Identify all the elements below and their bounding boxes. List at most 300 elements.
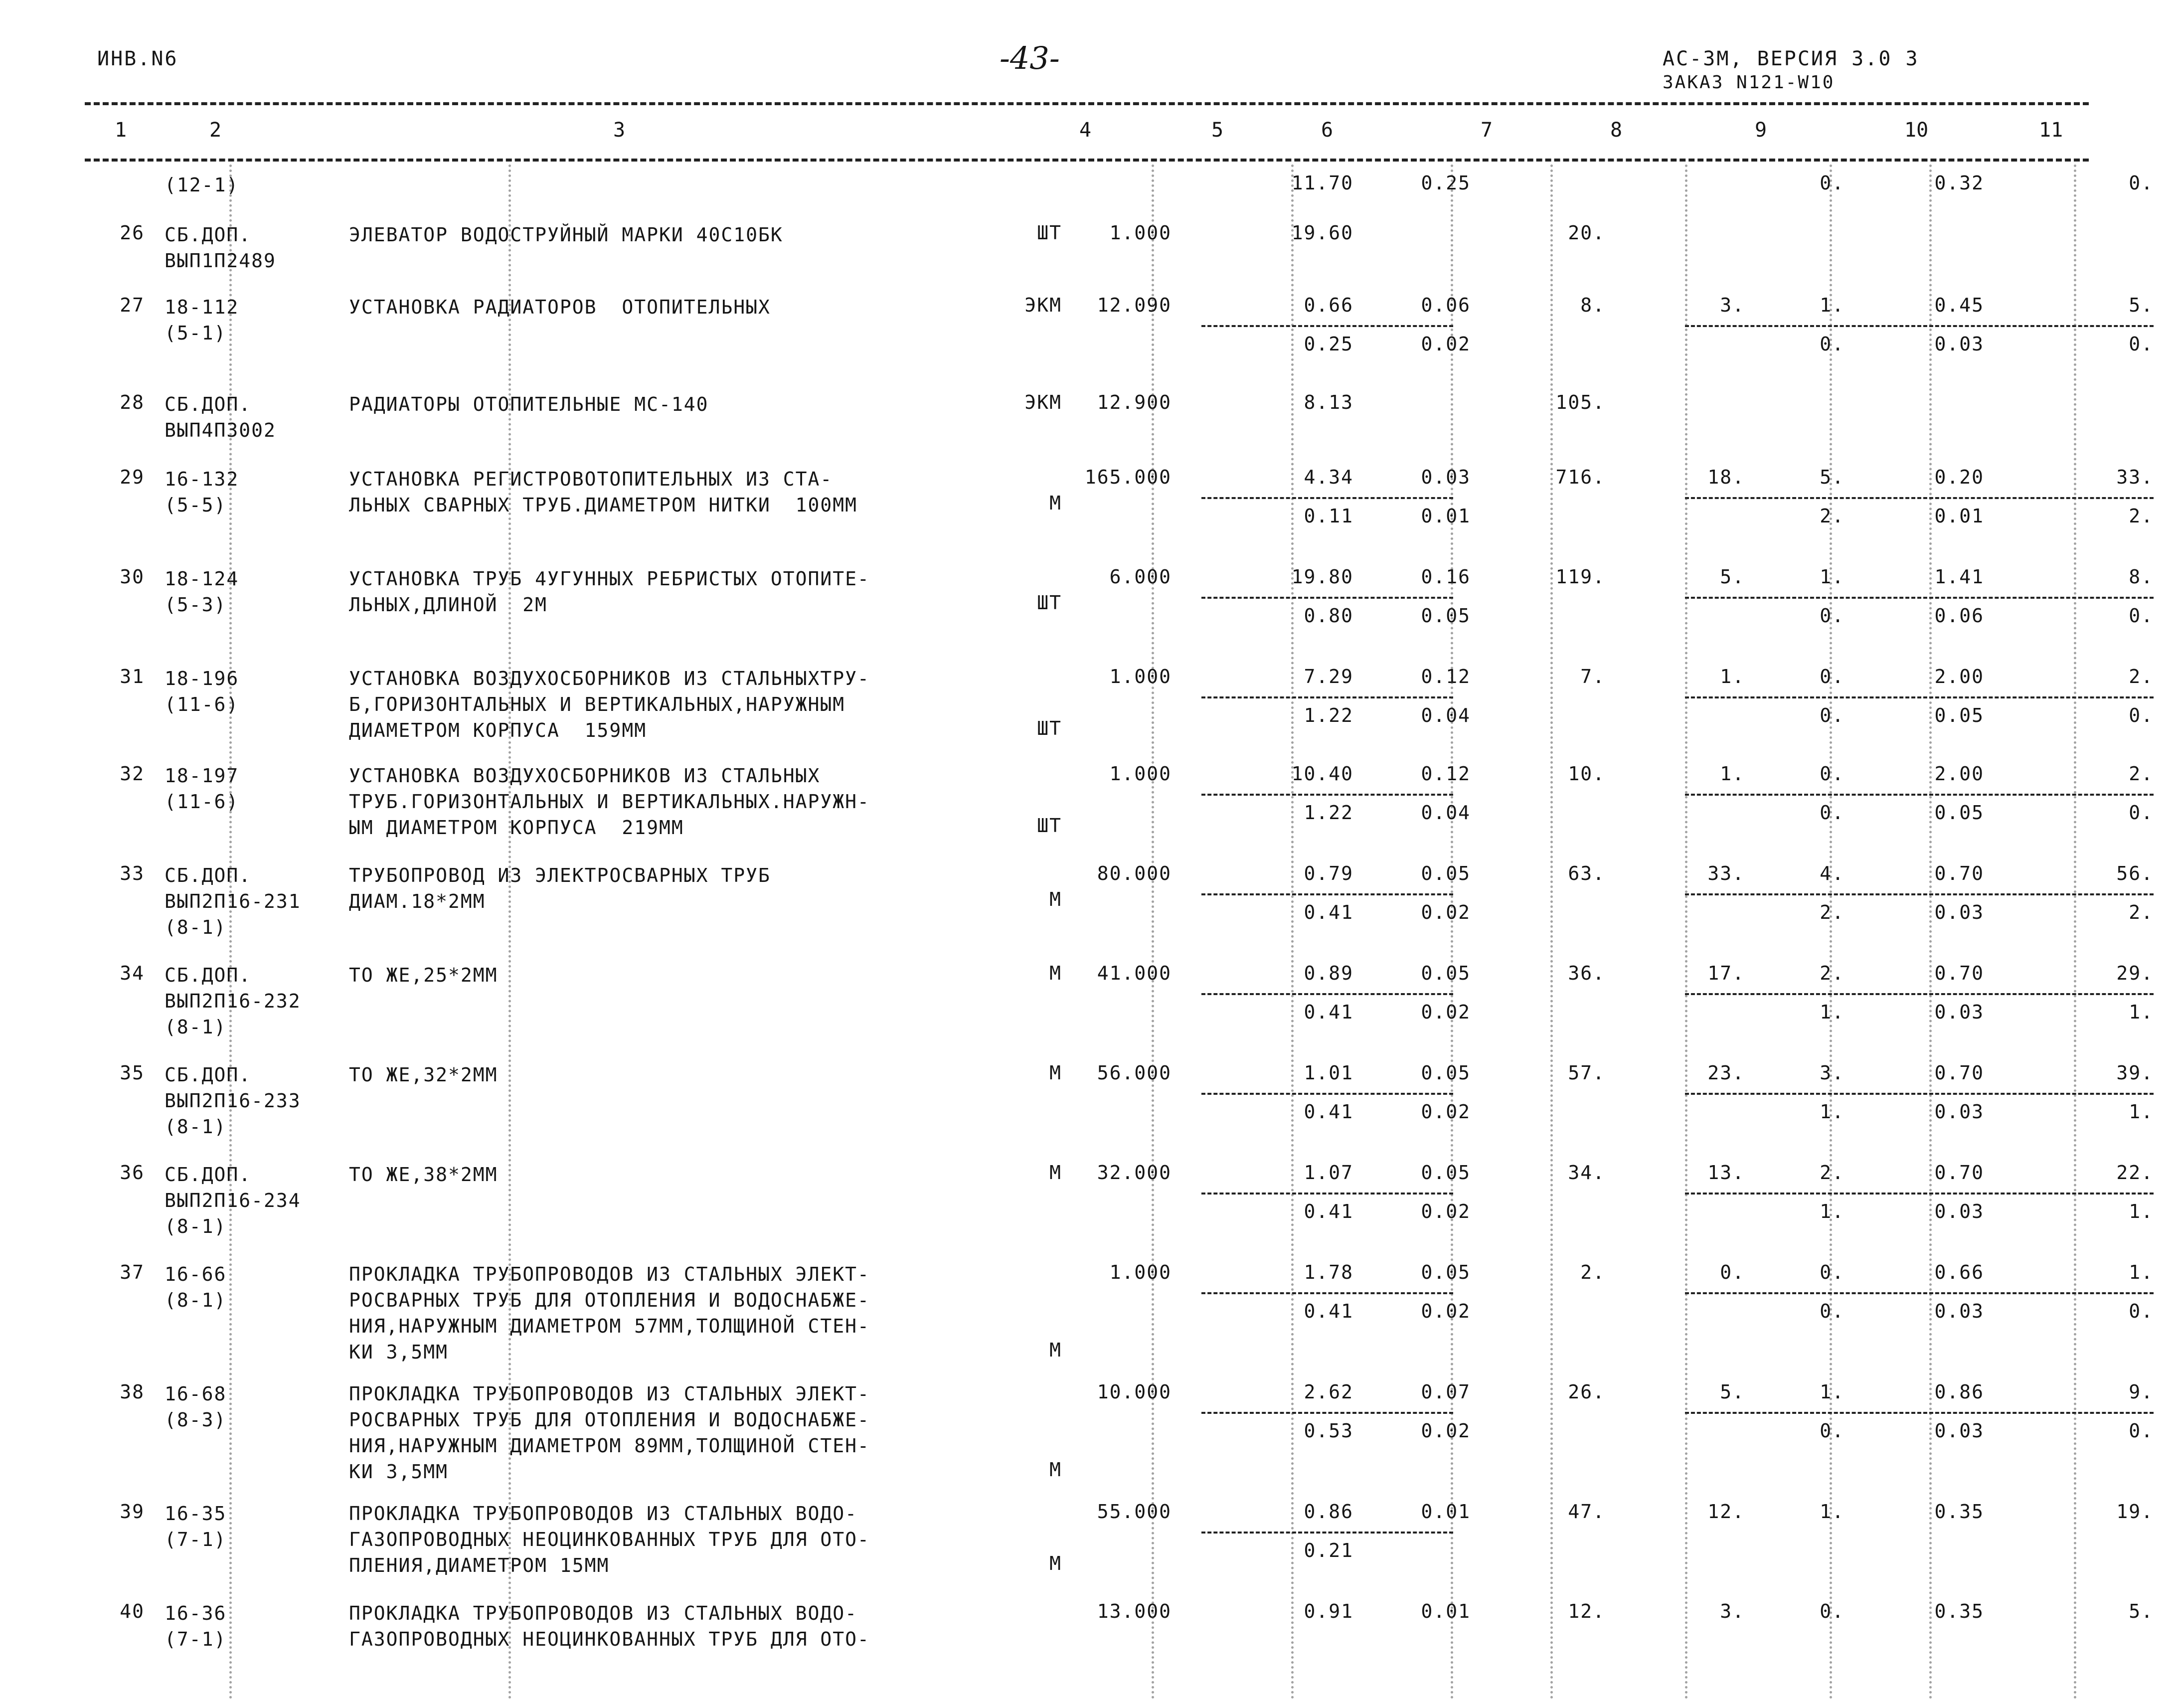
column-separator [1291, 165, 1294, 1700]
value-col-6: 0.03 [1421, 466, 1471, 488]
quantity: 13.000 [1097, 1600, 1172, 1622]
value-col-6-sub: 0.04 [1421, 704, 1471, 726]
value-col-6-sub: 0.02 [1421, 333, 1471, 355]
value-col-7: 8. [1580, 294, 1605, 316]
value-col-8: 5. [1720, 1381, 1745, 1403]
value-col-5: 1.01 [1304, 1062, 1353, 1084]
row-number: 30 [120, 566, 145, 588]
value-col-9-sub: 0. [1820, 1300, 1844, 1322]
unit-of-measure: ШТ [1037, 222, 1062, 244]
row-number: 38 [120, 1381, 145, 1403]
value-col-5-sub: 1.22 [1304, 704, 1353, 726]
description-line: УСТАНОВКА РЕГИСТРОВОТОПИТЕЛЬНЫХ ИЗ СТА- [349, 468, 833, 490]
value-col-9: 2. [1820, 962, 1844, 984]
value-col-6: 0.12 [1421, 666, 1471, 687]
value-col-5-sub: 0.41 [1304, 1001, 1353, 1023]
value-col-10-sub: 0.06 [1934, 605, 1984, 627]
rate-code-line: (7-1) [165, 1628, 227, 1650]
subrow-rule [1685, 1093, 2154, 1095]
value-col-5-sub: 0.80 [1304, 605, 1353, 627]
subrow-rule [1685, 794, 2154, 796]
description-line: ЛЬНЫХ СВАРНЫХ ТРУБ.ДИАМЕТРОМ НИТКИ 100ММ [349, 494, 857, 516]
value-col-6: 0.05 [1421, 1162, 1471, 1184]
column-header-6: 6 [1321, 119, 1334, 142]
value-col-5-sub: 1.22 [1304, 802, 1353, 824]
value-col-9-sub: 0. [1820, 1420, 1844, 1442]
row-number: 31 [120, 666, 145, 687]
value-col-11: 5. [2129, 294, 2154, 316]
column-separator [1152, 165, 1154, 1700]
subrow-rule [1201, 893, 1453, 895]
rate-code-line: (8-1) [165, 1016, 227, 1038]
rate-code-line: ВЫП2П16-231 [165, 890, 301, 912]
value-col-6: 0.05 [1421, 1261, 1471, 1283]
unit-of-measure: ЭКМ [1024, 391, 1062, 413]
value-col-11-sub: 2. [2129, 505, 2154, 527]
value-col-6: 0.01 [1421, 1501, 1471, 1523]
row-number: 27 [120, 294, 145, 316]
rate-code-line: (8-1) [165, 1215, 227, 1237]
description-line: ЫМ ДИАМЕТРОМ КОРПУСА 219ММ [349, 817, 684, 839]
unit-of-measure: ШТ [1037, 592, 1062, 614]
value-col-11-sub: 0. [2129, 1300, 2154, 1322]
value-col-8: 1. [1720, 763, 1745, 785]
column-separator [1451, 165, 1453, 1700]
rate-code-line: (5-5) [165, 494, 227, 516]
value-col-10-sub: 0.03 [1934, 901, 1984, 923]
unit-of-measure: ШТ [1037, 717, 1062, 739]
value-col-6-sub: 0.02 [1421, 1420, 1471, 1442]
value-col-10-sub: 0.03 [1934, 1001, 1984, 1023]
value-col-5-sub: 0.41 [1304, 1101, 1353, 1123]
column-header-1: 1 [115, 119, 127, 142]
table-row [85, 1261, 2154, 1365]
quantity: 10.000 [1097, 1381, 1172, 1403]
description-line: ГАЗОПРОВОДНЫХ НЕОЦИНКОВАННЫХ ТРУБ ДЛЯ ОТО- [349, 1529, 870, 1550]
column-header-3: 3 [613, 119, 626, 142]
subrow-rule [1201, 993, 1453, 995]
value-col-5: 7.29 [1304, 666, 1353, 687]
value-col-9: 0. [1820, 763, 1844, 785]
description-line: НИЯ,НАРУЖНЫМ ДИАМЕТРОМ 57ММ,ТОЛЩИНОЙ СТЕН- [349, 1315, 870, 1337]
subrow-rule [1685, 597, 2154, 599]
quantity: 12.090 [1097, 294, 1172, 316]
subrow-rule [1201, 1093, 1453, 1095]
table-row [85, 1600, 2154, 1652]
value-col-11-sub: 0. [2129, 333, 2154, 355]
rate-code-line: 18-197 [165, 765, 239, 787]
value-col-5-sub: 0.25 [1304, 333, 1353, 355]
rate-code-line: СБ.ДОП. [165, 1064, 252, 1086]
description-line: ПРОКЛАДКА ТРУБОПРОВОДОВ ИЗ СТАЛЬНЫХ ВОДО- [349, 1602, 857, 1624]
row-number: 29 [120, 466, 145, 488]
value-col-11: 8. [2129, 566, 2154, 588]
value-col-8: 23. [1707, 1062, 1745, 1084]
quantity: 32.000 [1097, 1162, 1172, 1184]
description-line: ТРУБ.ГОРИЗОНТАЛЬНЫХ И ВЕРТИКАЛЬНЫХ.НАРУЖН- [349, 791, 870, 813]
value-col-7: 36. [1568, 962, 1605, 984]
description-line: ДИАМЕТРОМ КОРПУСА 159ММ [349, 719, 647, 741]
description-line: РОСВАРНЫХ ТРУБ ДЛЯ ОТОПЛЕНИЯ И ВОДОСНАБЖЕ- [349, 1289, 870, 1311]
value-col-8: 0. [1720, 1261, 1745, 1283]
program-version: АС-3М, ВЕРСИЯ 3.0 3 [1663, 47, 1919, 70]
value-col-9-sub: 0. [1820, 605, 1844, 627]
page-number: -43- [1000, 40, 1060, 76]
value-col-10: 1.41 [1934, 566, 1984, 588]
description-line: ТО ЖЕ,38*2ММ [349, 1164, 498, 1186]
value-col-6: 0.05 [1421, 862, 1471, 884]
subrow-rule [1201, 497, 1453, 499]
table-row [85, 172, 2154, 224]
description-line: ТРУБОПРОВОД ИЗ ЭЛЕКТРОСВАРНЫХ ТРУБ [349, 864, 771, 886]
value-col-10-sub: 0.03 [1934, 1420, 1984, 1442]
value-col-7: 105. [1555, 391, 1605, 413]
value-col-8: 3. [1720, 1600, 1745, 1622]
value-col-10-sub: 0.05 [1934, 802, 1984, 824]
value-col-11: 22. [2116, 1162, 2154, 1184]
value-col-8: 13. [1707, 1162, 1745, 1184]
rate-code-line: (7-1) [165, 1529, 227, 1550]
value-col-9-sub: 1. [1820, 1001, 1844, 1023]
table-row [85, 862, 2154, 940]
value-col-10-sub: 0.05 [1934, 704, 1984, 726]
value-col-5: 0.91 [1304, 1600, 1353, 1622]
quantity: 80.000 [1097, 862, 1172, 884]
description-line: УСТАНОВКА ВОЗДУХОСБОРНИКОВ ИЗ СТАЛЬНЫХ [349, 765, 821, 787]
quantity: 12.900 [1097, 391, 1172, 413]
value-col-6: 0.06 [1421, 294, 1471, 316]
value-col-9-sub: 0. [1820, 704, 1844, 726]
description-line: ПРОКЛАДКА ТРУБОПРОВОДОВ ИЗ СТАЛЬНЫХ ЭЛЕКТ- [349, 1263, 870, 1285]
rate-code-line: 16-132 [165, 468, 239, 490]
unit-of-measure: М [1049, 1062, 1062, 1084]
value-col-5-sub: 0.41 [1304, 1200, 1353, 1222]
description-line: УСТАНОВКА ВОЗДУХОСБОРНИКОВ ИЗ СТАЛЬНЫХТРУ- [349, 668, 870, 689]
value-col-11-sub: 1. [2129, 1200, 2154, 1222]
value-col-9: 1. [1820, 1381, 1844, 1403]
value-col-7: 10. [1568, 763, 1605, 785]
value-col-9: 1. [1820, 1501, 1844, 1523]
quantity: 1.000 [1109, 666, 1172, 687]
subrow-rule [1201, 1412, 1453, 1414]
value-col-7: 47. [1568, 1501, 1605, 1523]
unit-of-measure: М [1049, 492, 1062, 514]
value-col-8: 12. [1707, 1501, 1745, 1523]
quantity: 1.000 [1109, 222, 1172, 244]
value-col-11: 1. [2129, 1261, 2154, 1283]
value-col-5: 4.34 [1304, 466, 1353, 488]
table-row [85, 1062, 2154, 1140]
value-col-10-sub: 0.03 [1934, 1300, 1984, 1322]
description-line: КИ 3,5ММ [349, 1341, 449, 1363]
value-col-7: 716. [1555, 466, 1605, 488]
value-col-10: 0.20 [1934, 466, 1984, 488]
value-col-11-sub: 2. [2129, 901, 2154, 923]
rate-code-line: ВЫП2П16-233 [165, 1090, 301, 1112]
row-number: 35 [120, 1062, 145, 1084]
value-col-9: 4. [1820, 862, 1844, 884]
subrow-rule [1685, 993, 2154, 995]
description-line: УСТАНОВКА ТРУБ 4УГУННЫХ РЕБРИСТЫХ ОТОПИТЕ- [349, 568, 870, 590]
value-col-7: 63. [1568, 862, 1605, 884]
value-col-5: 2.62 [1304, 1381, 1353, 1403]
unit-of-measure: М [1049, 1552, 1062, 1574]
value-col-7: 12. [1568, 1600, 1605, 1622]
rate-code-line: (5-3) [165, 594, 227, 616]
rate-code-line: (5-1) [165, 322, 227, 344]
value-col-8: 1. [1720, 666, 1745, 687]
value-col-9-sub: 0. [1820, 333, 1844, 355]
row-number: 26 [120, 222, 145, 244]
unit-of-measure: ШТ [1037, 815, 1062, 837]
value-col-11: 39. [2116, 1062, 2154, 1084]
value-col-9: 3. [1820, 1062, 1844, 1084]
value-col-9: 0. [1820, 1261, 1844, 1283]
header-bottom-rule [85, 159, 2089, 162]
column-header-2: 2 [209, 119, 222, 142]
value-col-9-sub: 1. [1820, 1200, 1844, 1222]
subrow-rule [1685, 696, 2154, 698]
rate-code-line: СБ.ДОП. [165, 964, 252, 986]
rate-code-line: (11-6) [165, 791, 239, 813]
column-header-9: 9 [1755, 119, 1767, 142]
unit-of-measure: М [1049, 1459, 1062, 1481]
row-number: 36 [120, 1162, 145, 1184]
rate-code-line: 18-112 [165, 296, 239, 318]
rate-code-line: (8-1) [165, 1289, 227, 1311]
value-col-11-sub: 0. [2129, 802, 2154, 824]
value-col-7: 2. [1580, 1261, 1605, 1283]
value-col-9: 1. [1820, 294, 1844, 316]
value-col-5: 11.70 [1291, 172, 1353, 194]
value-col-5: 0.86 [1304, 1501, 1353, 1523]
row-number: 34 [120, 962, 145, 984]
value-col-11-sub: 0. [2129, 1420, 2154, 1442]
value-col-10: 0.45 [1934, 294, 1984, 316]
value-col-5: 10.40 [1291, 763, 1353, 785]
value-col-9: 5. [1820, 466, 1844, 488]
subrow-rule [1685, 1292, 2154, 1294]
quantity: 56.000 [1097, 1062, 1172, 1084]
description-line: РАДИАТОРЫ ОТОПИТЕЛЬНЫЕ МС-140 [349, 393, 709, 415]
value-col-10: 0.70 [1934, 1162, 1984, 1184]
subrow-rule [1201, 597, 1453, 599]
rate-code-line: ВЫП1П2489 [165, 250, 276, 272]
rate-code-line: ВЫП2П16-232 [165, 990, 301, 1012]
value-col-8: 3. [1720, 294, 1745, 316]
column-separator [2074, 165, 2076, 1700]
value-col-5: 0.66 [1304, 294, 1353, 316]
column-header-7: 7 [1481, 119, 1493, 142]
rate-code-line: СБ.ДОП. [165, 393, 252, 415]
column-separator [1550, 165, 1553, 1700]
value-col-5-sub: 0.41 [1304, 1300, 1353, 1322]
value-col-11: 19. [2116, 1501, 2154, 1523]
value-col-10: 0.32 [1934, 172, 1984, 194]
value-col-9: 1. [1820, 566, 1844, 588]
column-separator [508, 165, 511, 1700]
value-col-10: 0.70 [1934, 1062, 1984, 1084]
description-line: ПРОКЛАДКА ТРУБОПРОВОДОВ ИЗ СТАЛЬНЫХ ЭЛЕКТ- [349, 1383, 870, 1405]
description-line: УСТАНОВКА РАДИАТОРОВ ОТОПИТЕЛЬНЫХ [349, 296, 771, 318]
value-col-5-sub: 0.11 [1304, 505, 1353, 527]
value-col-8: 33. [1707, 862, 1745, 884]
value-col-6-sub: 0.01 [1421, 505, 1471, 527]
subrow-rule [1685, 1412, 2154, 1414]
rate-code-line: 16-68 [165, 1383, 227, 1405]
description-line: КИ 3,5ММ [349, 1461, 449, 1483]
rate-code-line: ВЫП2П16-234 [165, 1190, 301, 1211]
unit-of-measure: М [1049, 962, 1062, 984]
value-col-6-sub: 0.05 [1421, 605, 1471, 627]
value-col-10: 0.35 [1934, 1501, 1984, 1523]
table-row [85, 566, 2154, 627]
value-col-6-sub: 0.02 [1421, 1200, 1471, 1222]
value-col-9: 2. [1820, 1162, 1844, 1184]
table-row [85, 1381, 2154, 1485]
row-number: 39 [120, 1501, 145, 1523]
subrow-rule [1201, 696, 1453, 698]
unit-of-measure: М [1049, 888, 1062, 910]
value-col-10: 2.00 [1934, 763, 1984, 785]
value-col-11-sub: 0. [2129, 605, 2154, 627]
value-col-6-sub: 0.02 [1421, 901, 1471, 923]
rate-code-line: СБ.ДОП. [165, 1164, 252, 1186]
unit-of-measure: М [1049, 1339, 1062, 1361]
quantity: 55.000 [1097, 1501, 1172, 1523]
value-col-6: 0.01 [1421, 1600, 1471, 1622]
value-col-9-sub: 2. [1820, 505, 1844, 527]
value-col-5: 19.80 [1291, 566, 1353, 588]
value-col-5: 0.79 [1304, 862, 1353, 884]
row-number: 37 [120, 1261, 145, 1283]
value-col-11-sub: 0. [2129, 704, 2154, 726]
value-col-9: 0. [1820, 172, 1844, 194]
value-col-5: 0.89 [1304, 962, 1353, 984]
subrow-rule [1201, 325, 1453, 327]
row-number: 28 [120, 391, 145, 413]
rate-code-line: (12-1) [165, 174, 239, 196]
value-col-9-sub: 2. [1820, 901, 1844, 923]
value-col-9: 0. [1820, 1600, 1844, 1622]
value-col-11: 2. [2129, 666, 2154, 687]
value-col-8: 5. [1720, 566, 1745, 588]
value-col-10-sub: 0.01 [1934, 505, 1984, 527]
table-row [85, 294, 2154, 355]
value-col-6: 0.25 [1421, 172, 1471, 194]
description-line: ГАЗОПРОВОДНЫХ НЕОЦИНКОВАННЫХ ТРУБ ДЛЯ ОТО- [349, 1628, 870, 1650]
table-row [85, 391, 2089, 443]
value-col-6-sub: 0.02 [1421, 1001, 1471, 1023]
unit-of-measure: ЭКМ [1024, 294, 1062, 316]
value-col-7: 119. [1555, 566, 1605, 588]
table-row [85, 962, 2154, 1040]
value-col-10: 0.70 [1934, 962, 1984, 984]
rate-code-line: 16-35 [165, 1503, 227, 1525]
value-col-10-sub: 0.03 [1934, 333, 1984, 355]
column-header-row [85, 119, 2089, 149]
description-line: ПЛЕНИЯ,ДИАМЕТРОМ 15ММ [349, 1554, 610, 1576]
table-row [85, 1162, 2154, 1239]
value-col-6: 0.12 [1421, 763, 1471, 785]
subrow-rule [1201, 1292, 1453, 1294]
value-col-6-sub: 0.02 [1421, 1300, 1471, 1322]
rate-code-line: ВЫП4П3002 [165, 419, 276, 441]
description-line: НИЯ,НАРУЖНЫМ ДИАМЕТРОМ 89ММ,ТОЛЩИНОЙ СТЕН- [349, 1435, 870, 1457]
value-col-7: 34. [1568, 1162, 1605, 1184]
description-line: ТО ЖЕ,25*2ММ [349, 964, 498, 986]
value-col-10-sub: 0.03 [1934, 1101, 1984, 1123]
rate-code-line: (11-6) [165, 693, 239, 715]
value-col-6: 0.05 [1421, 1062, 1471, 1084]
value-col-11-sub: 1. [2129, 1001, 2154, 1023]
subrow-rule [1685, 1193, 2154, 1195]
rate-code-line: СБ.ДОП. [165, 224, 252, 246]
value-col-5: 19.60 [1291, 222, 1353, 244]
value-col-5-sub: 0.41 [1304, 901, 1353, 923]
value-col-9: 0. [1820, 666, 1844, 687]
value-col-11: 33. [2116, 466, 2154, 488]
row-number: 32 [120, 763, 145, 785]
value-col-10-sub: 0.03 [1934, 1200, 1984, 1222]
rate-code-line: (8-3) [165, 1409, 227, 1431]
value-col-10: 2.00 [1934, 666, 1984, 687]
table-row [85, 763, 2154, 841]
rate-code-line: 18-124 [165, 568, 239, 590]
table-row [85, 666, 2154, 743]
quantity: 1.000 [1109, 1261, 1172, 1283]
value-col-10: 0.66 [1934, 1261, 1984, 1283]
table-row [85, 222, 2089, 274]
column-header-4: 4 [1079, 119, 1092, 142]
column-separator [1929, 165, 1932, 1700]
value-col-10: 0.35 [1934, 1600, 1984, 1622]
value-col-11: 2. [2129, 763, 2154, 785]
quantity: 41.000 [1097, 962, 1172, 984]
rate-code-line: (8-1) [165, 916, 227, 938]
row-number: 33 [120, 862, 145, 884]
order-number: ЗАКАЗ N121-W10 [1663, 72, 1835, 93]
column-separator [1685, 165, 1687, 1700]
rate-code-line: 18-196 [165, 668, 239, 689]
value-col-6-sub: 0.02 [1421, 1101, 1471, 1123]
description-line: Б,ГОРИЗОНТАЛЬНЫХ И ВЕРТИКАЛЬНЫХ,НАРУЖНЫМ [349, 693, 845, 715]
value-col-7: 57. [1568, 1062, 1605, 1084]
rate-code-line: СБ.ДОП. [165, 864, 252, 886]
value-col-10: 0.70 [1934, 862, 1984, 884]
rate-code-line: 16-36 [165, 1602, 227, 1624]
quantity: 1.000 [1109, 763, 1172, 785]
value-col-8: 17. [1707, 962, 1745, 984]
unit-of-measure: М [1049, 1162, 1062, 1184]
column-header-5: 5 [1211, 119, 1224, 142]
value-col-7: 20. [1568, 222, 1605, 244]
row-number: 40 [120, 1600, 145, 1622]
subrow-rule [1201, 1532, 1453, 1534]
value-col-7: 26. [1568, 1381, 1605, 1403]
value-col-6: 0.16 [1421, 566, 1471, 588]
value-col-11: 9. [2129, 1381, 2154, 1403]
value-col-9-sub: 1. [1820, 1101, 1844, 1123]
value-col-5: 1.07 [1304, 1162, 1353, 1184]
value-col-6-sub: 0.04 [1421, 802, 1471, 824]
column-header-10: 10 [1904, 119, 1929, 142]
value-col-11: 5. [2129, 1600, 2154, 1622]
value-col-11-sub: 1. [2129, 1101, 2154, 1123]
description-line: ТО ЖЕ,32*2ММ [349, 1064, 498, 1086]
inventory-number: ИНВ.N6 [97, 47, 178, 70]
value-col-5: 1.78 [1304, 1261, 1353, 1283]
